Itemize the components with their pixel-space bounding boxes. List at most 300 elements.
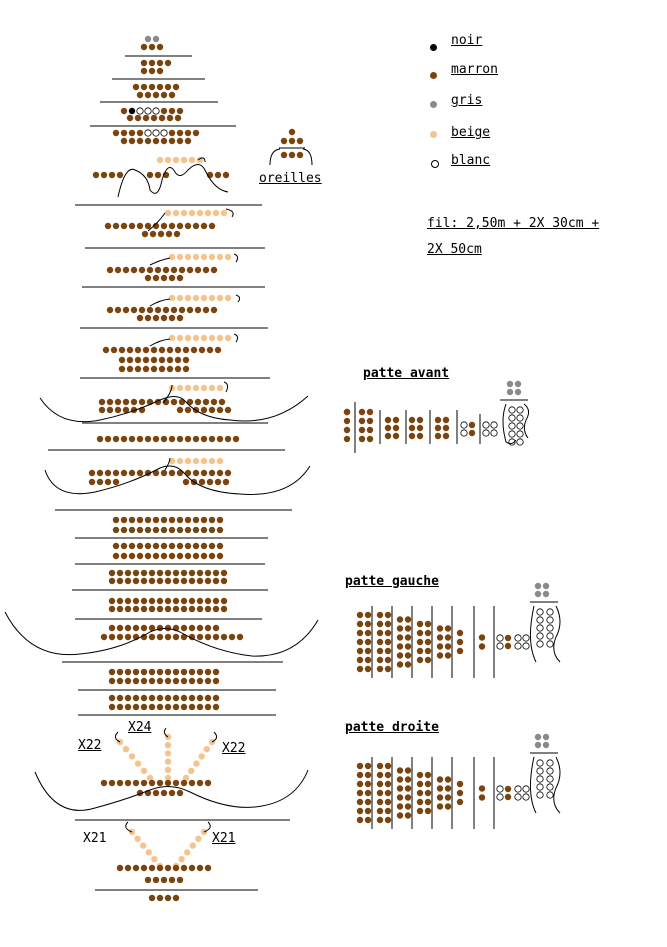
x22-right-label: X22 (222, 741, 246, 756)
bead-marron (297, 152, 303, 158)
bead-blanc (537, 641, 543, 647)
bead-marron (425, 639, 431, 645)
bead-marron (147, 172, 153, 178)
bead-beige (198, 753, 204, 759)
bead-marron (405, 785, 411, 791)
bead-marron (189, 865, 195, 871)
bead-marron (435, 433, 441, 439)
bead-marron (365, 781, 371, 787)
bead-marron (157, 634, 163, 640)
bead-marron (177, 138, 183, 144)
bead-marron (173, 695, 179, 701)
bead-marron (119, 357, 125, 363)
bead-marron (443, 433, 449, 439)
bead-marron (105, 479, 111, 485)
bead-marron (125, 704, 131, 710)
bead-marron (365, 666, 371, 672)
bead-marron (109, 598, 115, 604)
bead-marron (115, 267, 121, 273)
bead-beige (135, 760, 141, 766)
bead-marron (437, 643, 443, 649)
bead-beige (189, 157, 195, 163)
bead-marron (137, 223, 143, 229)
bead-marron (197, 678, 203, 684)
bead-marron (289, 152, 295, 158)
bead-blanc (523, 635, 529, 641)
bead-marron (141, 578, 147, 584)
bead-marron (165, 780, 171, 786)
bead-marron (117, 678, 123, 684)
bead-marron (189, 598, 195, 604)
bead-beige (185, 385, 191, 391)
bead-marron (177, 517, 183, 523)
bead-blanc (145, 108, 151, 114)
bead-gris (535, 583, 541, 589)
bead-blanc (523, 794, 529, 800)
bead-marron (405, 812, 411, 818)
bead-marron (217, 527, 223, 533)
legend-gris-swatch (430, 101, 437, 108)
bead-beige (217, 458, 223, 464)
bead-blanc (537, 768, 543, 774)
bead-blanc (517, 415, 523, 421)
bead-marron (505, 635, 511, 641)
bead-beige (195, 836, 201, 842)
bead-marron (145, 92, 151, 98)
bead-marron (153, 275, 159, 281)
bead-marron (385, 790, 391, 796)
bead-marron (397, 803, 403, 809)
bead-marron (479, 785, 485, 791)
bead-marron (123, 267, 129, 273)
bead-marron (201, 407, 207, 413)
bead-marron (173, 895, 179, 901)
bead-beige (201, 458, 207, 464)
bead-marron (189, 704, 195, 710)
bead-marron (185, 527, 191, 533)
bead-marron (359, 427, 365, 433)
bead-marron (193, 130, 199, 136)
bead-marron (117, 598, 123, 604)
bead-marron (385, 808, 391, 814)
bead-marron (157, 598, 163, 604)
bead-marron (189, 570, 195, 576)
bead-marron (177, 553, 183, 559)
bead-marron (133, 695, 139, 701)
bead-marron (435, 425, 441, 431)
bead-blanc (517, 431, 523, 437)
bead-marron (209, 527, 215, 533)
bead-marron (193, 436, 199, 442)
bead-marron (197, 570, 203, 576)
bead-marron (163, 267, 169, 273)
bead-marron (137, 138, 143, 144)
bead-marron (173, 704, 179, 710)
bead-gris (543, 742, 549, 748)
bead-marron (221, 570, 227, 576)
leg-thread (530, 757, 560, 813)
bead-marron (153, 790, 159, 796)
bead-beige (134, 836, 140, 842)
bead-marron (397, 625, 403, 631)
bead-marron (125, 578, 131, 584)
bead-marron (119, 366, 125, 372)
bead-marron (161, 223, 167, 229)
bead-marron (158, 231, 164, 237)
bead-beige (151, 856, 157, 862)
bead-marron (115, 399, 121, 405)
bead-marron (205, 625, 211, 631)
leg-thread (530, 606, 560, 662)
bead-marron (177, 223, 183, 229)
bead-blanc (547, 617, 553, 623)
bead-marron (143, 347, 149, 353)
right-leg-label: patte droite (345, 720, 439, 735)
bead-marron (89, 479, 95, 485)
bead-marron (133, 865, 139, 871)
bead-marron (109, 634, 115, 640)
bead-blanc (509, 431, 515, 437)
bead-marron (217, 436, 223, 442)
bead-marron (165, 695, 171, 701)
bead-marron (385, 639, 391, 645)
bead-marron (197, 606, 203, 612)
bead-marron (125, 669, 131, 675)
bead-marron (157, 570, 163, 576)
bead-beige (193, 458, 199, 464)
bead-marron (125, 780, 131, 786)
bead-marron (165, 598, 171, 604)
bead-marron (169, 527, 175, 533)
bead-marron (169, 436, 175, 442)
bead-blanc (547, 625, 553, 631)
bead-marron (133, 606, 139, 612)
bead-blanc (137, 108, 143, 114)
bead-beige (173, 210, 179, 216)
bead-marron (344, 409, 350, 415)
bead-marron (181, 606, 187, 612)
bead-marron (169, 315, 175, 321)
bead-marron (185, 138, 191, 144)
bead-marron (225, 407, 231, 413)
bead-marron (173, 570, 179, 576)
bead-marron (113, 479, 119, 485)
bead-marron (479, 634, 485, 640)
bead-marron (359, 436, 365, 442)
bead-marron (157, 68, 163, 74)
bead-marron (133, 578, 139, 584)
bead-marron (357, 781, 363, 787)
bead-marron (437, 625, 443, 631)
bead-beige (193, 254, 199, 260)
ears-label: oreilles (259, 171, 322, 186)
bead-marron (175, 357, 181, 363)
legend-marron-swatch (430, 72, 437, 79)
front-leg-label: patte avant (363, 366, 450, 381)
bead-marron (445, 643, 451, 649)
bead-marron (145, 275, 151, 281)
bead-marron (367, 427, 373, 433)
bead-marron (137, 470, 143, 476)
bead-marron (149, 570, 155, 576)
bead-marron (109, 695, 115, 701)
bead-marron (113, 436, 119, 442)
bead-marron (197, 695, 203, 701)
bead-marron (185, 223, 191, 229)
bead-marron (145, 315, 151, 321)
bead-marron (365, 790, 371, 796)
bead-marron (425, 808, 431, 814)
bead-marron (155, 172, 161, 178)
bead-marron (117, 578, 123, 584)
bead-blanc (483, 422, 489, 428)
bead-marron (165, 625, 171, 631)
bead-marron (169, 108, 175, 114)
bead-blanc (491, 422, 497, 428)
bead-beige (165, 767, 171, 773)
bead-marron (149, 695, 155, 701)
bead-marron (181, 625, 187, 631)
bead-marron (121, 138, 127, 144)
bead-marron (357, 621, 363, 627)
bead-marron (161, 543, 167, 549)
bead-marron (344, 427, 350, 433)
x22-left-label: X22 (78, 738, 102, 753)
bead-blanc (537, 776, 543, 782)
bead-marron (151, 115, 157, 121)
bead-marron (165, 570, 171, 576)
bead-marron (197, 669, 203, 675)
bead-marron (125, 634, 131, 640)
bead-marron (397, 767, 403, 773)
bead-marron (445, 794, 451, 800)
bead-beige (201, 295, 207, 301)
bead-marron (365, 630, 371, 636)
bead-marron (437, 776, 443, 782)
bead-marron (217, 543, 223, 549)
bead-marron (417, 639, 423, 645)
bead-blanc (515, 794, 521, 800)
bead-marron (365, 648, 371, 654)
bead-beige (201, 254, 207, 260)
bead-marron (117, 172, 123, 178)
bead-beige (165, 210, 171, 216)
bead-marron (159, 366, 165, 372)
bead-marron (189, 669, 195, 675)
bead-marron (157, 895, 163, 901)
bead-marron (149, 634, 155, 640)
bead-marron (139, 307, 145, 313)
bead-marron (127, 357, 133, 363)
bead-marron (141, 598, 147, 604)
bead-marron (165, 60, 171, 66)
bead-marron (131, 267, 137, 273)
bead-marron (145, 138, 151, 144)
bead-marron (397, 661, 403, 667)
bead-marron (133, 598, 139, 604)
bead-marron (479, 643, 485, 649)
bead-marron (281, 152, 287, 158)
bead-beige (141, 768, 147, 774)
bead-marron (445, 652, 451, 658)
bead-marron (125, 606, 131, 612)
bead-marron (169, 138, 175, 144)
bead-marron (195, 307, 201, 313)
bead-marron (177, 275, 183, 281)
bead-marron (161, 436, 167, 442)
bead-marron (505, 794, 511, 800)
bead-marron (211, 267, 217, 273)
bead-marron (121, 470, 127, 476)
bead-marron (149, 84, 155, 90)
legend-gris-label: gris (451, 93, 483, 108)
bead-marron (357, 790, 363, 796)
bead-marron (115, 307, 121, 313)
bead-blanc (161, 130, 167, 136)
bead-marron (215, 347, 221, 353)
bead-beige (217, 335, 223, 341)
bead-marron (203, 307, 209, 313)
bead-marron (377, 621, 383, 627)
bead-marron (167, 366, 173, 372)
bead-marron (149, 895, 155, 901)
bead-marron (425, 772, 431, 778)
bead-marron (385, 433, 391, 439)
bead-marron (479, 794, 485, 800)
bead-marron (385, 657, 391, 663)
bead-marron (201, 543, 207, 549)
bead-marron (125, 678, 131, 684)
bead-marron (167, 357, 173, 363)
bead-marron (109, 669, 115, 675)
bead-marron (213, 598, 219, 604)
bead-marron (437, 652, 443, 658)
bead-marron (189, 780, 195, 786)
bead-marron (405, 634, 411, 640)
bead-marron (183, 366, 189, 372)
bead-marron (135, 366, 141, 372)
bead-marron (203, 399, 209, 405)
bead-marron (185, 543, 191, 549)
x21-right-label: X21 (212, 831, 236, 846)
bead-marron (139, 399, 145, 405)
bead-marron (437, 785, 443, 791)
bead-marron (135, 115, 141, 121)
legend-noir-label: noir (451, 33, 483, 48)
bead-marron (377, 612, 383, 618)
bead-marron (365, 612, 371, 618)
bead-marron (385, 781, 391, 787)
legend-noir-swatch (430, 44, 437, 51)
bead-marron (181, 695, 187, 701)
bead-gris (535, 591, 541, 597)
bead-marron (173, 84, 179, 90)
bead-marron (197, 634, 203, 640)
bead-marron (101, 172, 107, 178)
bead-marron (101, 780, 107, 786)
bead-marron (193, 223, 199, 229)
bead-marron (173, 634, 179, 640)
bead-marron (177, 877, 183, 883)
bead-marron (203, 267, 209, 273)
bead-gris (507, 381, 513, 387)
bead-gris (535, 742, 541, 748)
bead-marron (365, 772, 371, 778)
bead-marron (357, 648, 363, 654)
bead-marron (149, 780, 155, 786)
bead-beige (209, 254, 215, 260)
bead-beige (201, 335, 207, 341)
bead-marron (211, 399, 217, 405)
bead-marron (213, 570, 219, 576)
bead-marron (149, 669, 155, 675)
bead-beige (193, 295, 199, 301)
bead-marron (229, 634, 235, 640)
bead-blanc (517, 407, 523, 413)
bead-marron (161, 470, 167, 476)
bead-marron (385, 666, 391, 672)
bead-marron (199, 479, 205, 485)
bead-marron (215, 172, 221, 178)
bead-marron (129, 130, 135, 136)
bead-marron (405, 767, 411, 773)
bead-marron (107, 399, 113, 405)
bead-marron (121, 108, 127, 114)
bead-marron (133, 678, 139, 684)
bead-beige (185, 335, 191, 341)
bead-marron (141, 606, 147, 612)
bead-beige (181, 210, 187, 216)
bead-marron (157, 678, 163, 684)
tail-loops (126, 822, 211, 832)
bead-marron (143, 366, 149, 372)
bead-blanc (537, 784, 543, 790)
bead-marron (161, 92, 167, 98)
bead-marron (393, 425, 399, 431)
bead-marron (121, 543, 127, 549)
bead-marron (197, 578, 203, 584)
bead-blanc (547, 776, 553, 782)
bead-beige (185, 254, 191, 260)
bead-beige (209, 335, 215, 341)
bead-marron (359, 418, 365, 424)
bead-marron (197, 865, 203, 871)
bead-marron (213, 625, 219, 631)
bead-marron (107, 407, 113, 413)
bead-marron (405, 643, 411, 649)
bead-marron (125, 598, 131, 604)
bead-marron (397, 652, 403, 658)
bead-marron (457, 799, 463, 805)
bead-blanc (461, 422, 467, 428)
bead-marron (357, 612, 363, 618)
bead-marron (377, 790, 383, 796)
bead-marron (197, 780, 203, 786)
bead-beige (209, 385, 215, 391)
bead-beige (225, 295, 231, 301)
bead-marron (221, 634, 227, 640)
bead-marron (109, 625, 115, 631)
bead-marron (133, 704, 139, 710)
bead-marron (173, 678, 179, 684)
bead-marron (181, 598, 187, 604)
bead-marron (417, 781, 423, 787)
bead-marron (153, 527, 159, 533)
bead-marron (357, 799, 363, 805)
bead-marron (367, 418, 373, 424)
bead-marron (425, 781, 431, 787)
bead-marron (153, 138, 159, 144)
